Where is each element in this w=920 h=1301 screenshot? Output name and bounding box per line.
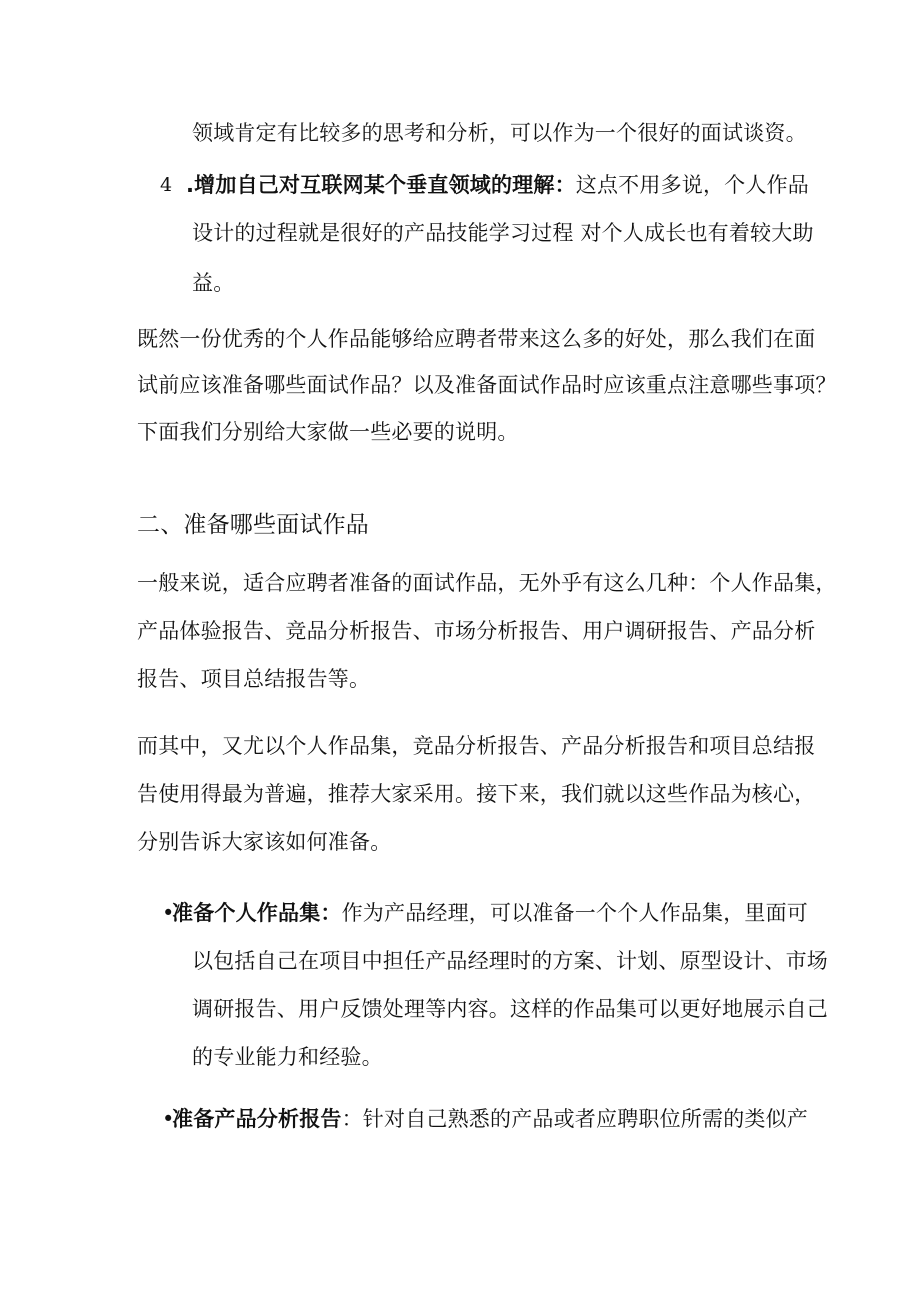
section-heading: 二、准备哪些面试作品 — [137, 512, 369, 538]
paragraph-transition-line2: 试前应该准备哪些面试作品？以及准备面试作品时应该重点注意哪些事项？ — [137, 373, 837, 397]
paragraph-recommend-line2: 告使用得最为普遍，推荐大家采用。接下来，我们就以这些作品为核心， — [137, 782, 816, 806]
bullet-1-line4: 的专业能力和经验。 — [192, 1045, 383, 1069]
bullet-icon: • — [162, 901, 175, 925]
list-item-4-line1 — [186, 160, 809, 210]
list-item-4-title: .增加自己对互联网某个垂直领域的理解： — [186, 173, 576, 197]
paragraph-transition-line1: 既然一份优秀的个人作品能够给应聘者带来这么多的好处，那么我们在面 — [137, 327, 816, 351]
list-number: 4 — [160, 174, 173, 196]
paragraph-types-line3: 报告、项目总结报告等。 — [137, 667, 371, 691]
bullet-2-line1 — [172, 1094, 808, 1144]
paragraph-types-line1: 一般来说，适合应聘者准备的面试作品，无外乎有这么几种：个人作品集， — [137, 571, 837, 595]
bullet-icon: • — [162, 1107, 175, 1131]
bullet-1-text: 作为产品经理，可以准备一个个人作品集，里面可 — [341, 901, 809, 925]
paragraph-recommend-line3: 分别告诉大家该如何准备。 — [137, 830, 392, 854]
bullet-2-title: 准备产品分析报告 — [172, 1107, 342, 1131]
bullet-2-text: ：针对自己熟悉的产品或者应聘职位所需的类似产 — [341, 1107, 809, 1131]
intro-continuation: 领域肯定有比较多的思考和分析，可以作为一个很好的面试谈资。 — [192, 121, 807, 145]
paragraph-recommend-line1: 而其中，又尤以个人作品集，竞品分析报告、产品分析报告和项目总结报 — [137, 734, 816, 758]
list-item-4-text: 这点不用多说，个人作品 — [575, 173, 809, 197]
bullet-1-line2: 以包括自己在项目中担任产品经理时的方案、计划、原型设计、市场 — [192, 949, 828, 973]
paragraph-types-line2: 产品体验报告、竞品分析报告、市场分析报告、用户调研报告、产品分析 — [137, 619, 816, 643]
paragraph-transition-line3: 下面我们分别给大家做一些必要的说明。 — [137, 420, 519, 444]
bullet-1-line1 — [172, 888, 808, 938]
bullet-1-line3: 调研报告、用户反馈处理等内容。这样的作品集可以更好地展示自己 — [192, 997, 828, 1021]
list-item-4-line2: 设计的过程就是很好的产品技能学习过程 对个人成长也有着较大助 — [192, 221, 814, 245]
list-item-4-line3: 益。 — [192, 271, 235, 295]
bullet-1-title: 准备个人作品集： — [172, 901, 342, 925]
